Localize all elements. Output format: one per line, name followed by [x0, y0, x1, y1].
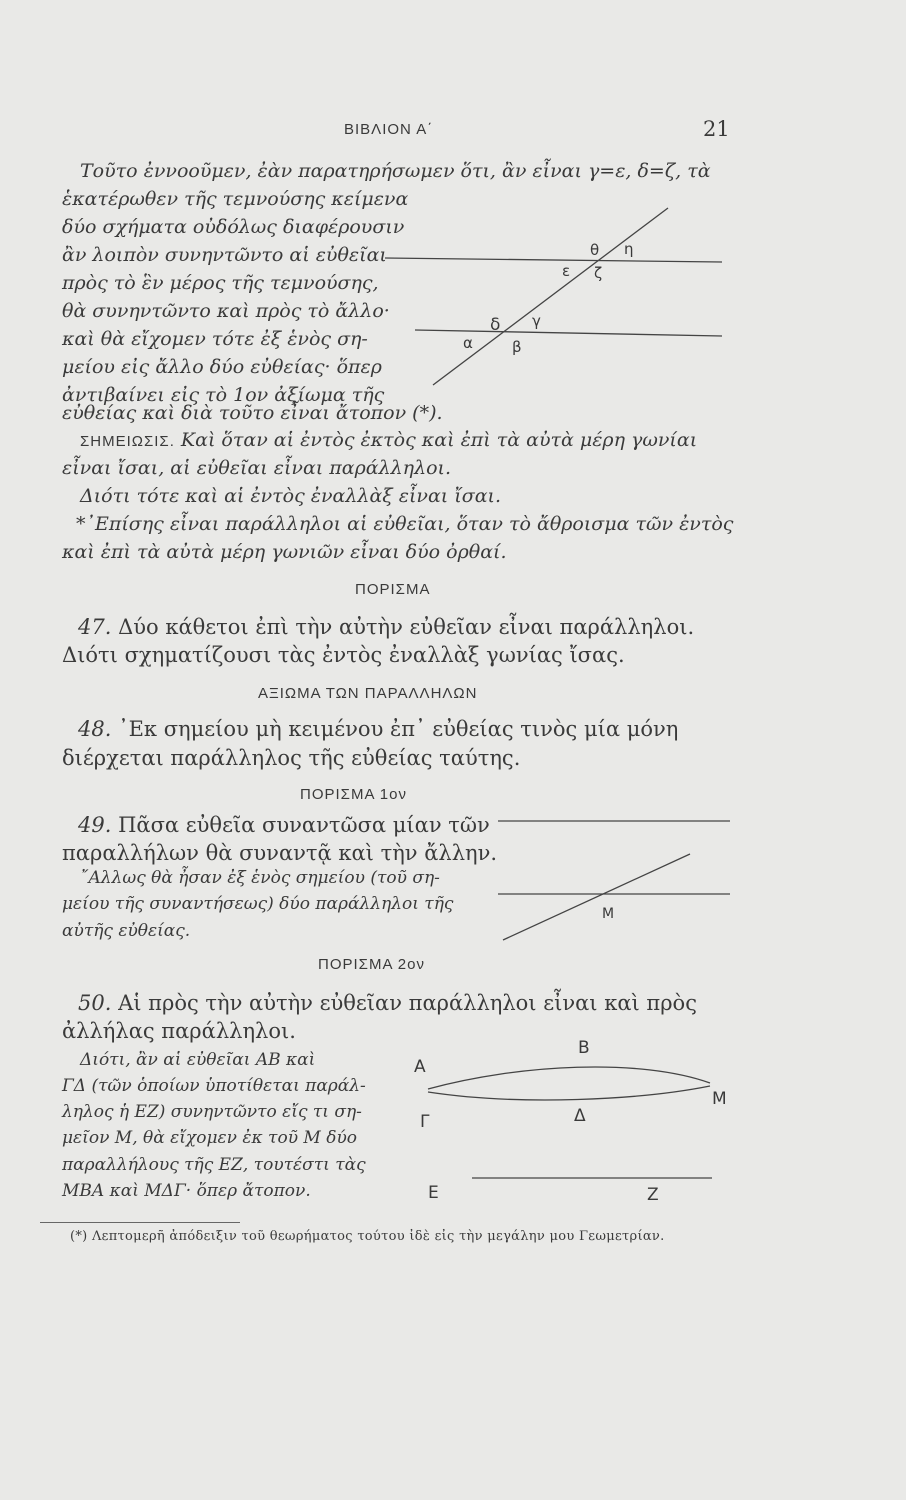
fig1-label: δ [490, 315, 501, 335]
remarks-line: Διότι τότε καὶ αἱ ἐντὸς ἐναλλὰξ εἶναι ἴσαι. [80, 485, 502, 507]
proof-line: μεῖον Μ, θὰ εἴχομεν ἐκ τοῦ Μ δύο [62, 1128, 358, 1148]
intro-line: πρὸς τὸ ἓν μέρος τῆς τεμνούσης, [62, 272, 379, 294]
fig1-label: γ [532, 312, 541, 330]
paragraph-text: Αἱ πρὸς τὴν αὐτὴν εὐθεῖαν παράλληλοι εἶναι καὶ πρὸς [118, 991, 697, 1015]
paragraph-text: ᾿Εκ σημείου μὴ κειμένου ἐπ᾿ εὐθείας τινὸς μία μόνη [118, 717, 679, 741]
fig1-label: θ [590, 241, 600, 259]
fig2-label: M [602, 906, 615, 922]
section-title: ΠΟΡΙΣΜΑ [355, 581, 431, 598]
section-title: ΠΟΡΙΣΜΑ 1ον [300, 786, 407, 803]
fig1-label: ζ [594, 264, 603, 282]
intro-line: θὰ συνηντῶντο καὶ πρὸς τὸ ἄλλο· [62, 300, 390, 322]
intro-line: μείου εἰς ἄλλο δύο εὐθείας· ὅπερ [62, 356, 382, 378]
fig3-label: Δ [574, 1106, 586, 1126]
paragraph-line: παραλλήλων θὰ συναντᾷ καὶ τὴν ἄλλην. [62, 841, 498, 865]
page-number: 21 [703, 117, 730, 141]
fig3-label: M [712, 1089, 727, 1109]
intro-line: δύο σχήματα οὐδόλως διαφέρουσιν [62, 216, 405, 238]
intro-line: ἀντιβαίνει εἰς τὸ 1ον ἀξίωμα τῆς [62, 384, 385, 406]
proof-line: ΜΒΑ καὶ ΜΔΓ· ὅπερ ἄτοπον. [62, 1181, 311, 1201]
remarks-line: *᾿Επίσης εἶναι παράλληλοι αἱ εὐθεῖαι, ὅταν τὸ ἄθροισμα τῶν ἐντὸς [76, 513, 734, 535]
paragraph-line: μείου τῆς συναντήσεως) δύο παράλληλοι τῆς [62, 894, 454, 914]
paragraph-line: Διότι σχηματίζουσι τὰς ἐντὸς ἐναλλὰξ γωνίας ἴσας. [62, 643, 625, 667]
paragraph-line: αὐτῆς εὐθείας. [62, 921, 191, 941]
running-title: ΒΙΒΛΙΟΝ Α΄ [344, 121, 434, 138]
proof-line: ληλος ἡ ΕΖ) συνηντῶντο εἴς τι ση- [62, 1102, 362, 1122]
footnote: (*) Λεπτομερῆ ἀπόδειξιν τοῦ θεωρήματος τούτου ἰδὲ εἰς τὴν μεγάλην μου Γεωμετρίαν. [70, 1229, 665, 1244]
fig3-label: Γ [420, 1112, 430, 1132]
intro-line: καὶ θὰ εἴχομεν τότε ἐξ ἑνὸς ση- [62, 328, 368, 350]
fig3-label: B [578, 1038, 590, 1058]
paragraph-line: διέρχεται παράλληλος τῆς εὐθείας ταύτης. [62, 746, 521, 770]
paragraph-number: 47. [78, 615, 112, 639]
intro-line: ἑκατέρωθεν τῆς τεμνούσης κείμενα [62, 188, 409, 210]
section-title: ΠΟΡΙΣΜΑ 2ον [318, 956, 425, 973]
footnote-rule [40, 1222, 240, 1223]
intro-line: ἂν λοιπὸν συνηντῶντο αἱ εὐθεῖαι [62, 244, 387, 266]
paragraph-number: 50. [78, 991, 112, 1015]
paragraph-text: Πᾶσα εὐθεῖα συναντῶσα μίαν τῶν [118, 813, 490, 837]
proof-line: παραλλήλους τῆς ΕΖ, τουτέστι τὰς [62, 1155, 366, 1175]
fig1-label: η [624, 240, 634, 258]
paragraph-number: 49. [78, 813, 112, 837]
proof-line: Διότι, ἂν αἱ εὐθεῖαι ΑΒ καὶ [80, 1050, 316, 1070]
fig3-label: Z [647, 1185, 659, 1205]
paragraph-line: ῎Αλλως θὰ ἦσαν ἐξ ἑνὸς σημείου (τοῦ ση- [80, 868, 440, 888]
paragraph-line: ἀλλήλας παράλληλοι. [62, 1019, 296, 1043]
paragraph-text: Δύο κάθετοι ἐπὶ τὴν αὐτὴν εὐθεῖαν εἶναι παράλληλοι. [118, 615, 695, 639]
fig1-label: α [463, 334, 473, 352]
remarks-line: καὶ ἐπὶ τὰ αὐτὰ μέρη γωνιῶν εἶναι δύο ὀρθαί. [62, 541, 507, 563]
remarks-text: Καὶ ὅταν αἱ ἐντὸς ἐκτὸς καὶ ἐπὶ τὰ αὐτὰ μέρη γωνίαι [180, 429, 698, 451]
fig1-label: β [512, 338, 522, 356]
proof-line: ΓΔ (τῶν ὁποίων ὑποτίθεται παράλ- [62, 1076, 366, 1096]
fig3-label: A [414, 1057, 426, 1077]
intro-line: εὐθείας καὶ διὰ τοῦτο εἶναι ἄτοπον (*). [62, 402, 443, 424]
section-title: ΑΞΙΩΜΑ ΤΩΝ ΠΑΡΑΛΛΗΛΩΝ [258, 685, 478, 702]
remarks-heading: ΣΗΜΕΙΩΣΙΣ. [80, 433, 175, 450]
remarks-line: εἶναι ἴσαι, αἱ εὐθεῖαι εἶναι παράλληλοι. [62, 457, 452, 479]
intro-line: Τοῦτο ἐννοοῦμεν, ἐὰν παρατηρήσωμεν ὅτι, ἂν εἶναι γ=ε, δ=ζ, τὰ [80, 160, 711, 182]
paragraph-number: 48. [78, 717, 112, 741]
fig3-label: E [428, 1183, 439, 1203]
fig1-label: ε [562, 262, 571, 280]
